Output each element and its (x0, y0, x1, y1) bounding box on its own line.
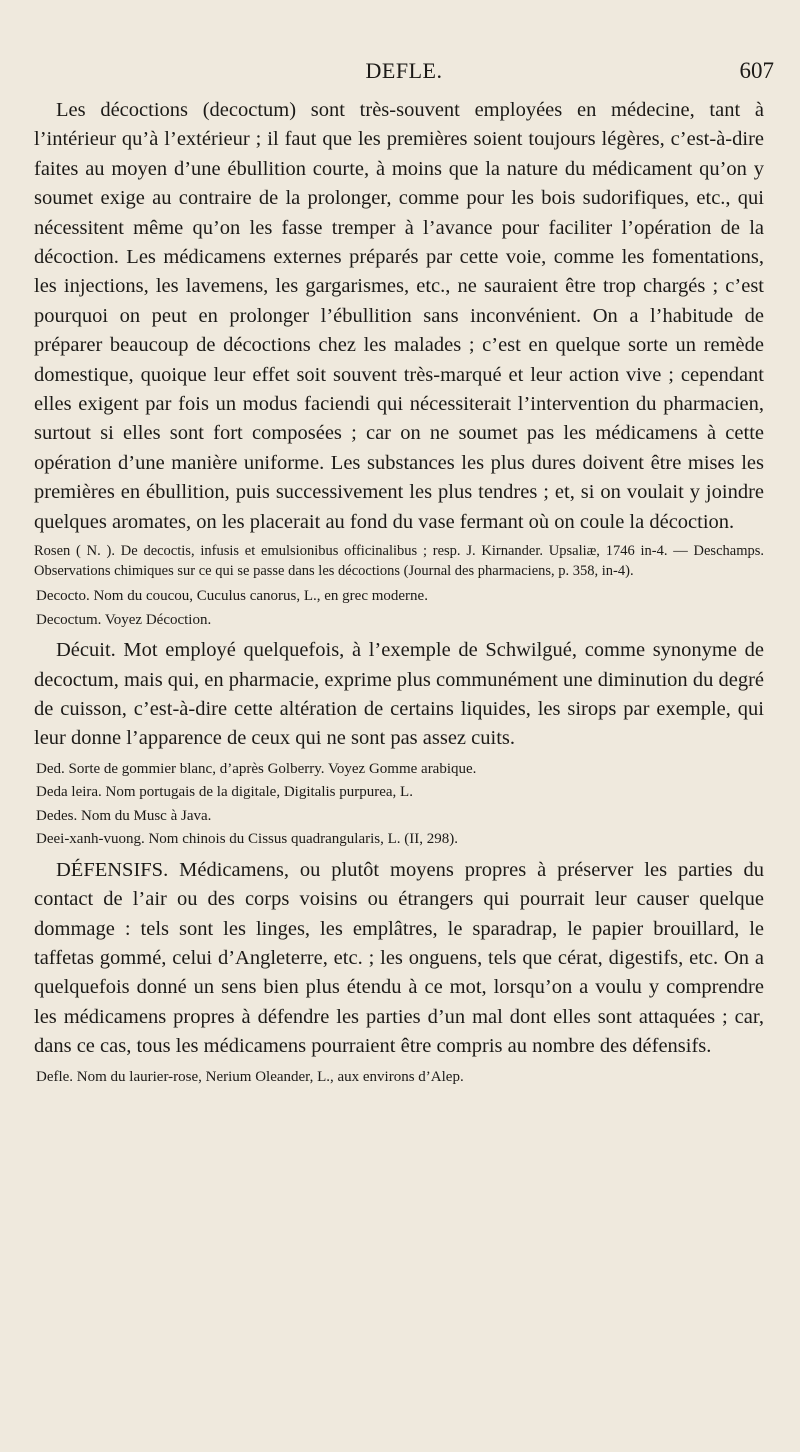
entry-deei-xanh-vuong: Deei-xanh-vuong. Nom chinois du Cissus quadrangularis, L. (II, 298). (36, 831, 459, 848)
decoction-references: Rosen ( N. ). De decoctis, infusis et emulsionibus officinalibus ; resp. J. Kirnander. Upsaliæ, 1746 in-4. — Deschamps. Observations chimiques sur ce qui se passe dans les décoctions (Journal des pharmaciens, p. 358, in-4). (34, 543, 764, 580)
decoction-paragraph: Les décoctions (decoctum) sont très-souvent employées en médecine, tant à l’intérieur qu’à l’extérieur ; il faut que les premières soient toujours légères, c’est-à-dire faites au moyen d’une ébullition courte, à moins que la nature du médicament qu’on y soumet exige au contraire de la prolonger, comme pour les bois sudorifiques, etc., qui nécessitent même qu’on les fasse tremper à l’avance pour faciliter l’opération de la décoction. Les médicamens externes préparés par cette voie, comme les fomentations, les injections, les lavemens, les gargarismes, etc., ne sauraient être trop chargés ; c’est pourquoi on peut en prolonger l’ébullition sans inconvénient. On a l’habitude de préparer beaucoup de décoctions chez les malades ; c’est en quelque sorte un remède domestique, quoique leur effet soit souvent très-marqué et leur action vive ; cependant elles exigent par fois un modus faciendi qui nécessiterait l’intervention du pharmacien, surtout si elles sont fort composées ; car on ne soumet pas les médicamens à cette opération d’une manière uniforme. Les substances les plus dures doivent être mises les premières en ébullition, puis successivement les plus tendres ; et, si on voulait y joindre quelques aromates, on les placerait au fond du vase fermant où on coule la décoction. (34, 99, 764, 533)
decuit-paragraph: Décuit. Mot employé quelquefois, à l’exemple de Schwilgué, comme synonyme de decoctum, mais qui, en pharmacie, exprime plus communément une diminution du degré de cuisson, c’est-à-dire cette altération de certains liquides, les sirops par exemple, qui leur donne l’apparence de ceux qui ne sont pas assez cuits. (34, 639, 764, 750)
entry-defle: Defle. Nom du laurier-rose, Nerium Oleander, L., aux environs d’Alep. (36, 1068, 464, 1085)
page-number: 607 (739, 58, 774, 83)
entry-dedes: Dedes. Nom du Musc à Java. (36, 807, 212, 824)
entry-ded: Ded. Sorte de gommier blanc, d’après Golberry. Voyez Gomme arabique. (36, 760, 477, 777)
entry-decoctum: Decoctum. Voyez Décoction. (36, 611, 212, 628)
entry-deda-leira: Deda leira. Nom portugais de la digitale, Digitalis purpurea, L. (36, 784, 413, 801)
page-body (34, 96, 764, 1089)
defensifs-paragraph: DÉFENSIFS. Médicamens, ou plutôt moyens propres à préserver les parties du contact de l’air ou des corps voisins ou étrangers qui pourrait leur causer quelque dommage : tels sont les linges, les emplâtres, le sparadrap, le papier brouillard, le taffetas gommé, celui d’Angleterre, etc. ; les onguens, tels que cérat, digestifs, etc. On a quelquefois donné un sens bien plus étendu à ce mot, lorsqu’on a voulu y comprendre les médicamens propres à défendre les parties d’un mal dont elles sont attaquées ; car, dans ce cas, tous les médicamens pourraient être compris au nombre des défensifs. (34, 858, 764, 1058)
running-head: DEFLE. (365, 58, 443, 83)
entry-decocto: Decocto. Nom du coucou, Cuculus canorus, L., en grec moderne. (36, 588, 428, 605)
page-header (34, 58, 774, 94)
